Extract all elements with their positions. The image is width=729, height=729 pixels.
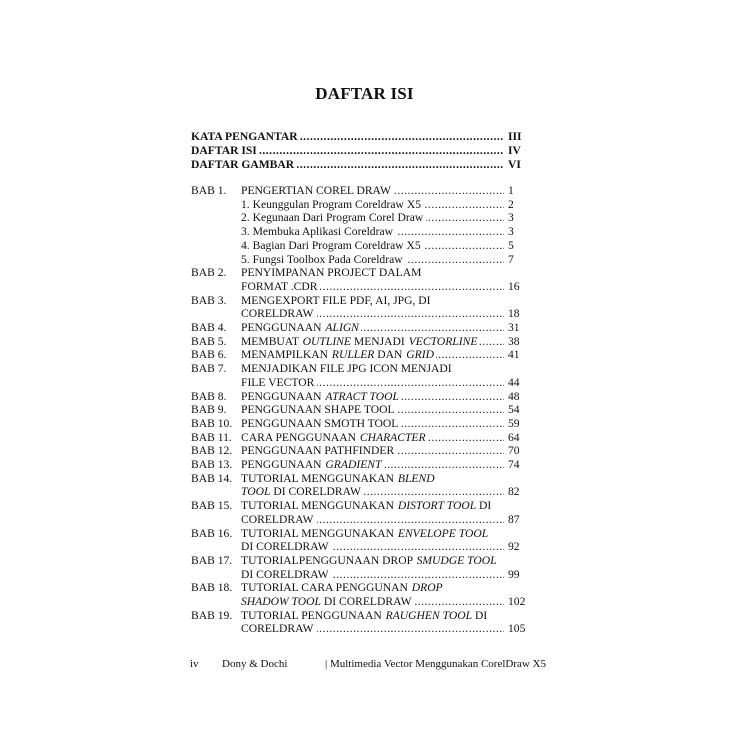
toc-entry-italic: ALIGN <box>325 321 359 334</box>
toc-entry-segment: CORELDRAW <box>241 622 314 636</box>
toc-entry-segment: MENJADIKAN FILE JPG ICON MENJADI <box>241 362 452 376</box>
toc-entry-segment: DAN <box>374 348 406 362</box>
toc-entry-segment: 5. Fungsi Toolbox Pada Coreldraw <box>241 252 403 266</box>
toc-entry <box>191 266 532 280</box>
toc-entry-page: 70 <box>508 444 520 458</box>
toc-entry-page: 44 <box>508 375 520 389</box>
toc-entry-page: 3 <box>508 225 514 239</box>
toc-entry <box>191 485 532 499</box>
front-entry-page: IV <box>508 144 521 157</box>
toc-entry-page: 64 <box>508 430 520 444</box>
toc-entry-italic: GRADIENT <box>325 458 382 471</box>
toc-chapter-number: BAB 10. <box>191 416 233 430</box>
toc-entry-segment: DI CORELDRAW <box>241 567 329 581</box>
front-entry <box>191 130 532 144</box>
toc-entry <box>191 581 532 595</box>
toc-entry-segment: DI CORELDRAW <box>320 595 412 608</box>
toc-entry-italic: ENVELOPE TOOL <box>397 526 489 540</box>
toc-entry <box>191 527 532 541</box>
toc-entry-segment: CORELDRAW <box>241 512 314 526</box>
toc-entry-text <box>241 362 504 376</box>
toc-chapter-number: BAB 8. <box>191 389 227 403</box>
toc-entry-text <box>241 280 504 294</box>
toc-entry-segment: PENGGUNAAN SMOTH TOOL <box>241 416 399 430</box>
toc-entry-italic: TOOL <box>241 485 271 499</box>
front-entry <box>191 144 532 158</box>
toc-entry-segment: PENGGUNAAN SHAPE TOOL <box>241 403 395 417</box>
toc-entry-segment: PENGERTIAN COREL DRAW <box>241 184 391 197</box>
toc-entry-page: 102 <box>508 595 526 608</box>
toc-entry-page: 2 <box>508 197 514 211</box>
toc-entry <box>191 321 532 335</box>
toc-entry-text <box>241 554 504 568</box>
toc-entry-text <box>241 307 504 321</box>
toc-entry-text <box>241 211 504 225</box>
toc-entry-segment: PENGGUNAAN <box>241 389 325 403</box>
toc-entry-text <box>241 595 504 609</box>
toc-entry-segment: DI <box>472 608 488 622</box>
toc-entry-text <box>241 485 504 499</box>
toc-entry-page: 16 <box>508 279 520 293</box>
toc-entry-page: 74 <box>508 458 520 471</box>
toc-entry-page: 105 <box>508 622 526 636</box>
toc-entry-text <box>241 540 504 554</box>
toc-entry-segment: PENGGUNAAN <box>241 321 325 334</box>
toc-entry <box>191 294 532 308</box>
toc-entry <box>191 307 532 321</box>
toc-entry-text <box>241 184 504 198</box>
toc-entry-page: 54 <box>508 403 520 417</box>
toc-entry-segment: TUTORIALPENGGUNAAN DROP <box>241 553 416 567</box>
toc-entry-text <box>241 581 504 595</box>
toc-entry-text <box>241 348 504 362</box>
toc-entry <box>191 348 532 362</box>
toc-entry-segment: MENGEXPORT FILE PDF, AI, JPG, DI <box>241 293 431 307</box>
toc-chapter-number: BAB 11. <box>191 430 232 444</box>
toc-entry <box>191 253 532 267</box>
toc-chapter-number: BAB 9. <box>191 403 227 417</box>
toc-entry-segment: CARA PENGGUNAAN <box>241 430 359 444</box>
toc-entry-page: 38 <box>508 334 520 348</box>
toc-entry <box>191 376 532 390</box>
toc-chapter-number: BAB 12. <box>191 444 233 458</box>
toc-entry-text <box>241 458 504 472</box>
toc-entry-italic: SHADOW TOOL <box>241 595 321 608</box>
toc-entry-italic: CHARACTER <box>359 430 426 444</box>
toc-entry <box>191 239 532 253</box>
toc-entry-text <box>241 431 504 445</box>
toc-entry-segment: TUTORIAL PENGGUNAAN <box>241 608 385 622</box>
toc-entry-page: 7 <box>508 252 514 266</box>
toc-chapter-number: BAB 19. <box>191 608 233 622</box>
front-entry-page: III <box>508 130 522 143</box>
toc-chapter-number: BAB 5. <box>191 334 227 348</box>
toc-entry-page: 18 <box>508 307 520 321</box>
footer-authors: Dony & Dochi <box>222 658 288 670</box>
toc-entry <box>191 458 532 472</box>
front-entry-label: DAFTAR ISI ..... <box>191 144 504 158</box>
toc-entry-text <box>241 253 504 267</box>
toc-entry-segment: DI CORELDRAW <box>241 540 329 554</box>
toc-chapter-number: BAB 13. <box>191 458 233 471</box>
toc-entry-italic: DROP <box>411 581 443 595</box>
toc-entry-italic: RAUGHEN TOOL <box>385 608 473 622</box>
toc-entry-page: 41 <box>508 348 520 362</box>
toc-entry-segment: TUTORIAL MENGGUNAKAN <box>241 471 397 485</box>
toc-entry-text <box>241 239 504 253</box>
toc-chapter-number: BAB 14. <box>191 471 233 485</box>
toc-entry-page: 1 <box>508 184 514 197</box>
toc-entry-segment: TUTORIAL MENGGUNAKAN <box>241 526 397 540</box>
page-title: DAFTAR ISI <box>315 84 414 103</box>
toc-entry-text <box>241 513 504 527</box>
toc-entry-segment: TUTORIAL CARA PENGGUNAN <box>241 581 411 595</box>
toc-entry-page: 92 <box>508 540 520 554</box>
toc-entry-italic: DISTORT TOOL <box>397 499 477 513</box>
toc-entry <box>191 554 532 568</box>
toc-entry <box>191 184 532 198</box>
toc-chapter-number: BAB 4. <box>191 321 227 334</box>
toc-entry-page: 48 <box>508 389 520 403</box>
toc-entry-segment: 2. Kegunaan Dari Program Corel Draw <box>241 211 424 225</box>
toc-entry-text <box>241 321 504 335</box>
toc-entry-text <box>241 568 504 582</box>
toc-entry-text <box>241 472 504 486</box>
toc-entry <box>191 198 532 212</box>
toc-chapter-number: BAB 17. <box>191 553 233 567</box>
toc-entry-page: 5 <box>508 238 514 252</box>
toc-entry-text <box>241 417 504 431</box>
toc-entry-text <box>241 499 504 513</box>
toc-entry <box>191 225 532 239</box>
toc-entry-text <box>241 403 504 417</box>
toc-entry-page: 31 <box>508 321 520 334</box>
toc-entry-text <box>241 376 504 390</box>
toc-chapter-number: BAB 15. <box>191 499 233 513</box>
toc-entry-text <box>241 266 504 280</box>
toc-entry-italic: GRID <box>406 348 434 362</box>
toc-entry-segment: PENYIMPANAN PROJECT DALAM <box>241 266 422 280</box>
toc-entry <box>191 444 532 458</box>
toc-entry-page: 82 <box>508 485 520 499</box>
toc-entry <box>191 211 532 225</box>
toc-entry <box>191 609 532 623</box>
toc-entry-italic: OUTLINE <box>302 334 351 348</box>
footer-book-title: | Multimedia Vector Menggunakan CorelDraw X5 <box>325 658 547 670</box>
toc-entry-segment: DI <box>476 499 492 513</box>
toc-entry-text <box>241 335 504 349</box>
toc-entry <box>191 499 532 513</box>
front-entry-label: KATA PENGANTAR ..... <box>191 130 504 144</box>
toc-entry-page: 3 <box>508 211 514 225</box>
toc-entry <box>191 417 532 431</box>
toc-chapter-number: BAB 7. <box>191 362 227 376</box>
toc-entry <box>191 540 532 554</box>
toc-entry-text <box>241 225 504 239</box>
toc-entry-segment: MEMBUAT <box>241 334 302 348</box>
toc-entry <box>191 362 532 376</box>
toc-entry-text <box>241 622 504 636</box>
toc-entry-segment: PENGGUNAAN <box>241 458 325 471</box>
toc-entry-segment: TUTORIAL MENGGUNAKAN <box>241 499 397 513</box>
toc-entry <box>191 568 532 582</box>
toc-entry-text <box>241 444 504 458</box>
toc-entry <box>191 403 532 417</box>
toc-entry-segment: MENJADI <box>351 334 408 348</box>
toc-entry-segment: FORMAT .CDR <box>241 279 318 293</box>
toc-entry-italic: SMUDGE TOOL <box>416 553 497 567</box>
toc-entry-italic: BLEND <box>397 471 435 485</box>
toc-entry-segment: CORELDRAW <box>241 307 314 321</box>
toc-entry-text <box>241 390 504 404</box>
toc-entry <box>191 472 532 486</box>
toc-entry <box>191 431 532 445</box>
toc-entry-text <box>241 294 504 308</box>
toc-entry-italic: RULLER <box>331 348 375 362</box>
footer-page-number: iv <box>190 658 199 670</box>
toc-entry-segment: FILE VECTOR <box>241 375 315 389</box>
toc-entry <box>191 595 532 609</box>
toc-entry <box>191 335 532 349</box>
toc-entry-italic: ATRACT TOOL <box>325 389 399 403</box>
toc-entry-segment: 4. Bagian Dari Program Coreldraw X5 <box>241 238 421 252</box>
toc-entry-segment: PENGGUNAAN PATHFINDER <box>241 444 395 458</box>
toc-chapter-number: BAB 6. <box>191 348 227 362</box>
toc-chapter-number: BAB 16. <box>191 526 233 540</box>
front-entry <box>191 158 532 172</box>
toc-chapter-number: BAB 18. <box>191 581 233 595</box>
toc-entry-segment: MENAMPILKAN <box>241 348 331 362</box>
toc-entry <box>191 622 532 636</box>
toc-entry-text <box>241 527 504 541</box>
toc-entry-segment: 3. Membuka Aplikasi Coreldraw <box>241 225 393 239</box>
toc-chapter-number: BAB 1. <box>191 184 227 197</box>
toc-entry <box>191 390 532 404</box>
toc-entry <box>191 513 532 527</box>
toc-entry-italic: VECTORLINE <box>408 334 478 348</box>
front-entry-label: DAFTAR GAMBAR ..... <box>191 158 504 172</box>
toc-chapter-number: BAB 3. <box>191 293 227 307</box>
toc-chapter-number: BAB 2. <box>191 266 227 280</box>
toc-entry-text <box>241 198 504 212</box>
toc-entry-page: 99 <box>508 567 520 581</box>
toc-entry-text <box>241 609 504 623</box>
toc-entry-segment: 1. Keunggulan Program Coreldraw X5 <box>241 197 421 211</box>
toc-entry-page: 59 <box>508 416 520 430</box>
toc-entry <box>191 280 532 294</box>
toc-entry-segment: DI CORELDRAW <box>270 485 361 499</box>
front-entry-page: VI <box>508 158 521 171</box>
toc-entry-page: 87 <box>508 512 520 526</box>
